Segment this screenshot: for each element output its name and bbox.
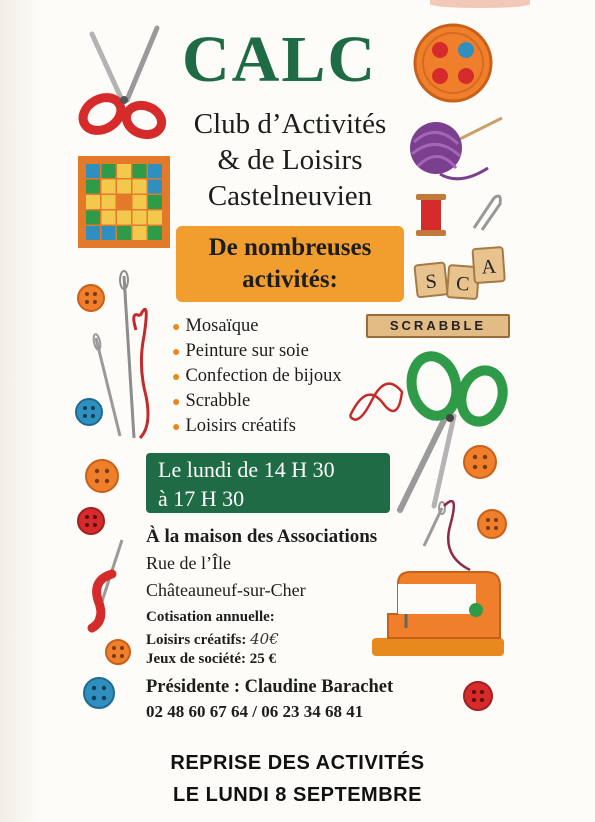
- activity-label: Scrabble: [185, 391, 251, 411]
- club-name-line-1: Club d’Activités: [193, 108, 387, 140]
- president-line: [146, 677, 393, 698]
- button-icon: [76, 506, 106, 536]
- venue-name: À la maison des Associations: [146, 526, 378, 547]
- activity-label: Confection de bijoux: [185, 366, 342, 386]
- mosaic-tile: [148, 226, 162, 240]
- activity-label: Mosaïque: [185, 316, 259, 336]
- president-phones: 02 48 60 67 64 / 06 23 34 68 41: [146, 702, 364, 721]
- activity-label: Loisirs créatifs: [185, 416, 296, 436]
- button-icon: [76, 283, 106, 313]
- list-item: [172, 389, 342, 414]
- mosaic-tile: [133, 180, 147, 194]
- mosaic-tile: [117, 195, 131, 209]
- mosaic-tile: [102, 211, 116, 225]
- button-icon: [84, 458, 120, 494]
- tile-letter: A: [480, 255, 497, 279]
- list-item: [172, 314, 342, 339]
- mosaic-tile: [86, 226, 100, 240]
- button-icon: [82, 676, 116, 710]
- threaded-needle-icon: [78, 536, 138, 636]
- tile-letter: C: [455, 272, 471, 296]
- mosaic-tile: [86, 211, 100, 225]
- bullet-icon: ●: [172, 345, 181, 360]
- bullet-icon: ●: [172, 395, 181, 410]
- scissors-icon: [72, 22, 172, 142]
- mosaic-tile: [86, 164, 100, 178]
- resume-notice-line-1: REPRISE DES ACTIVITÉS: [170, 752, 425, 774]
- mosaic-tile: [102, 180, 116, 194]
- button-icon: [462, 680, 494, 712]
- mosaic-tile: [148, 180, 162, 194]
- fee-creative-label: Loisirs créatifs:: [146, 632, 247, 648]
- activities-banner-line-2: activités:: [242, 266, 338, 293]
- activities-banner-line-1: De nombreuses: [208, 234, 372, 261]
- president-label: Présidente :: [146, 677, 241, 697]
- schedule-line-2: à 17 H 30: [158, 486, 245, 511]
- mosaic-tile: [86, 180, 100, 194]
- mosaic-tile: [102, 195, 116, 209]
- resume-notice-line-2: LE LUNDI 8 SEPTEMBRE: [173, 784, 422, 806]
- list-item: [172, 364, 342, 389]
- bullet-icon: ●: [172, 370, 181, 385]
- mosaic-tile: [117, 211, 131, 225]
- mosaic-tile: [133, 211, 147, 225]
- sewing-machine-icon: [368, 562, 508, 662]
- button-icon: [412, 22, 494, 104]
- mosaic-tile: [102, 164, 116, 178]
- paper-edge: [0, 0, 40, 822]
- venue-city: Châteauneuf-sur-Cher: [146, 580, 306, 600]
- mosaic-icon: [78, 156, 170, 248]
- button-icon: [74, 397, 104, 427]
- mosaic-tile: [133, 164, 147, 178]
- button-icon: [104, 638, 132, 666]
- list-item: [172, 339, 342, 364]
- fee-creative: [146, 630, 279, 649]
- safety-pin-icon: [470, 192, 506, 232]
- activities-list: [172, 314, 342, 439]
- scrabble-tiles-icon: [410, 246, 506, 306]
- list-item: [172, 414, 342, 439]
- bullet-icon: ●: [172, 320, 181, 335]
- mosaic-tile: [117, 226, 131, 240]
- fee-creative-value: 40€: [250, 630, 279, 648]
- mosaic-tile: [148, 211, 162, 225]
- yarn-ball-icon: [400, 112, 510, 192]
- venue-street: Rue de l’Île: [146, 553, 231, 573]
- mosaic-tile: [86, 195, 100, 209]
- bullet-icon: ●: [172, 420, 181, 435]
- mosaic-tile: [102, 226, 116, 240]
- club-name-line-3: Castelneuvien: [207, 180, 373, 212]
- button-icon: [476, 508, 508, 540]
- mosaic-tile: [133, 226, 147, 240]
- fee-games: Jeux de société: 25 €: [146, 651, 276, 667]
- mosaic-tile: [117, 180, 131, 194]
- tile-letter: S: [424, 270, 438, 294]
- fee-heading: Cotisation annuelle:: [146, 609, 275, 625]
- button-icon: [462, 444, 498, 480]
- mosaic-tile: [133, 195, 147, 209]
- paper-mark: [430, 0, 530, 8]
- mosaic-tile: [148, 164, 162, 178]
- mosaic-tile: [117, 164, 131, 178]
- thread-spool-icon: [414, 194, 450, 240]
- activity-label: Peinture sur soie: [185, 341, 309, 361]
- schedule-banner: [146, 453, 390, 513]
- scrabble-rack: SCRABBLE: [366, 314, 510, 338]
- club-acronym: CALC: [182, 23, 378, 96]
- club-name-line-2: & de Loisirs: [217, 144, 363, 176]
- schedule-line-1: Le lundi de 14 H 30: [158, 457, 335, 482]
- president-name: Claudine Barachet: [244, 677, 394, 697]
- mosaic-tile: [148, 195, 162, 209]
- activities-banner: [176, 226, 404, 302]
- thread-icon: [346, 372, 406, 432]
